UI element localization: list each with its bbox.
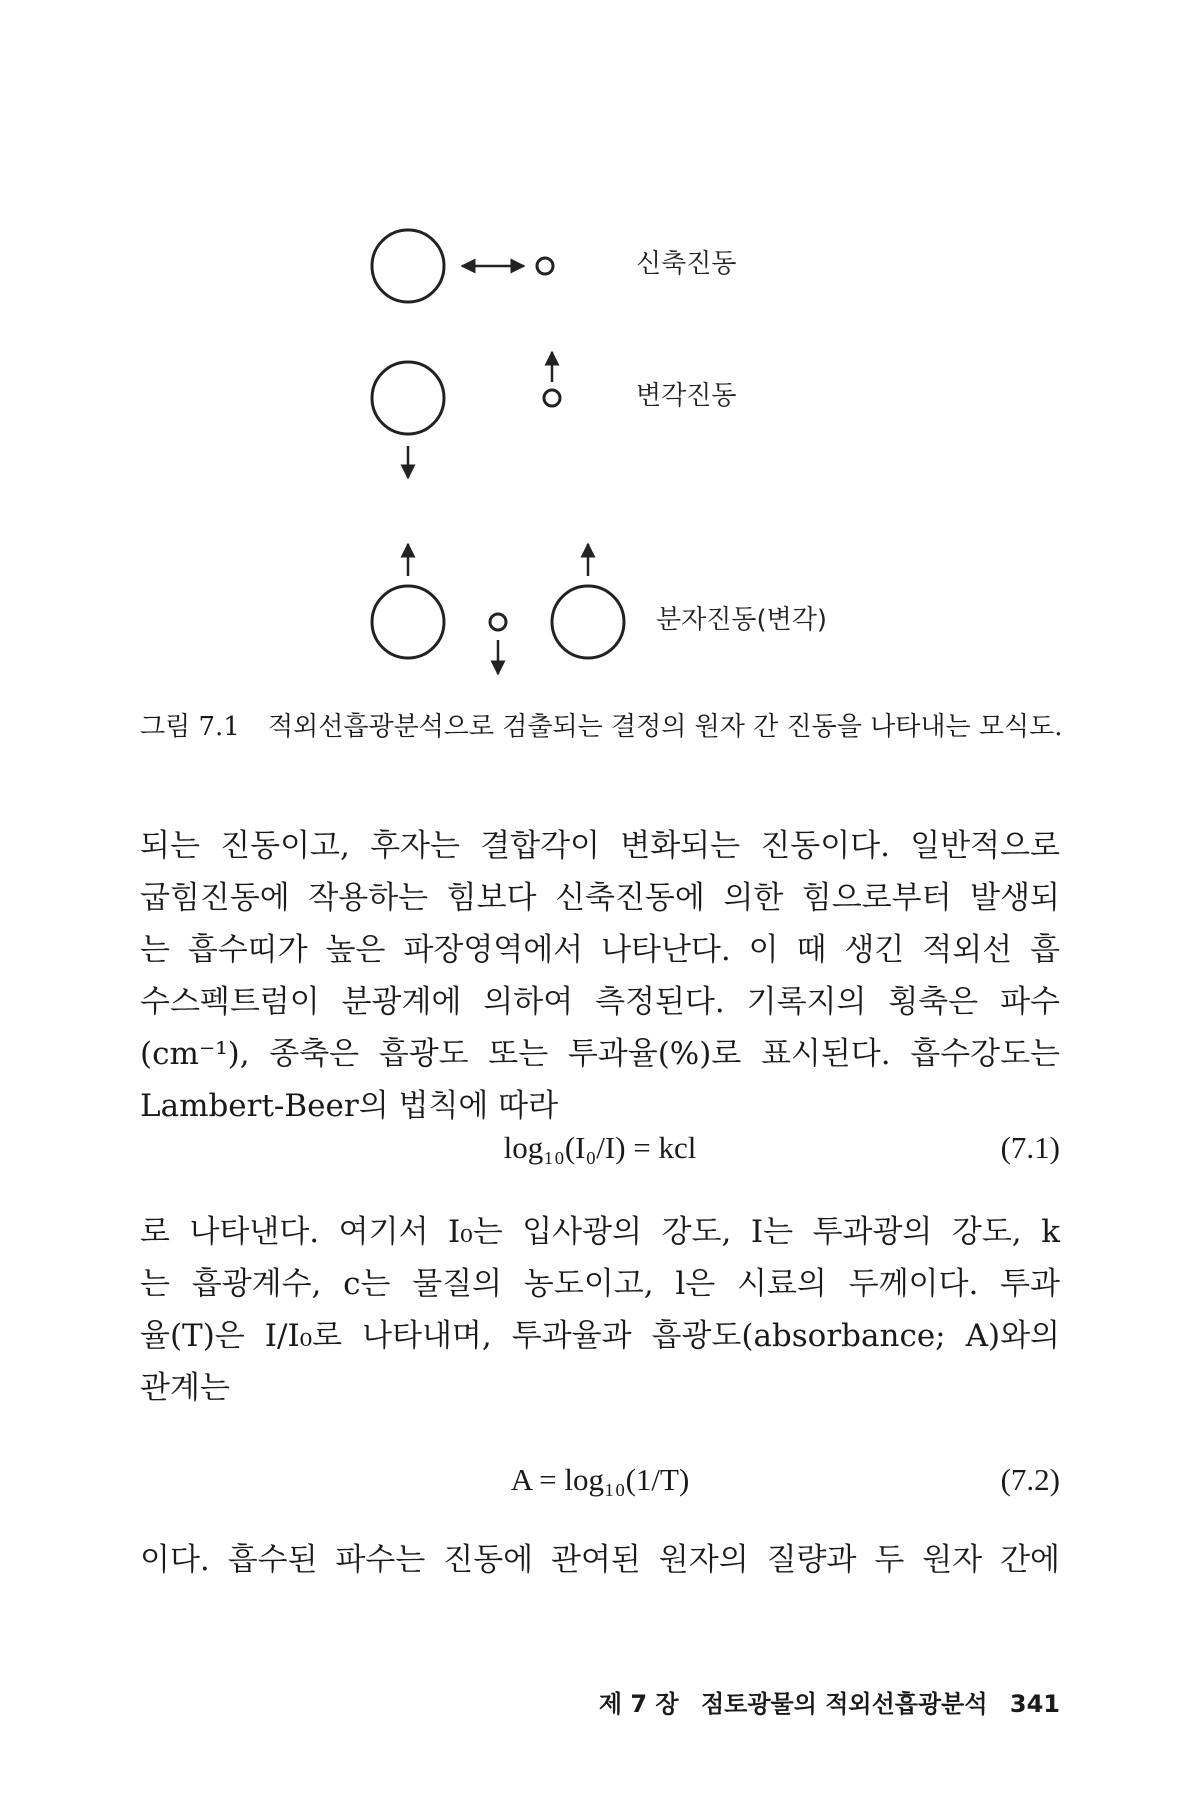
equation-7-1 [140,1122,1060,1174]
equation-expression: log₁₀(I₀/I) = kcl [503,1130,697,1165]
equation-7-2 [140,1454,1060,1506]
page-number: 341 [1009,1690,1060,1718]
text-line: 되는 진동이고, 후자는 결합각이 변화되는 진동이다. 일반적으로 [140,828,1060,864]
text-line: 율(T)은 I/I₀로 나타내며, 투과율과 흡광도(absorbance; A)와의 [140,1318,1060,1354]
large-atom-circle [372,230,444,302]
text-line: 이다. 흡수된 파수는 진동에 관여된 원자의 질량과 두 원자 간에 [140,1542,1060,1578]
equation-number: (7.1) [1000,1130,1060,1165]
text-line: 로 나타낸다. 여기서 I₀는 입사광의 강도, I는 투과광의 강도, k [140,1214,1060,1250]
chapter-number: 제 7 장 [598,1690,679,1718]
molecular-label: 분자진동(변각) [656,605,827,635]
large-atom-circle [372,586,444,658]
paragraph-2 [140,1206,1060,1414]
equation-expression: A = log₁₀(1/T) [510,1462,690,1497]
text-line: 관계는 [140,1370,230,1406]
vibration-diagram [0,0,1200,720]
paragraph-3 [140,1534,1060,1586]
text-line: 수스펙트럼이 분광계에 의하여 측정된다. 기록지의 횡축은 파수 [140,984,1060,1020]
caption-label: 그림 7.1 [140,712,240,742]
large-atom-circle [372,362,444,434]
small-atom-circle [537,258,553,274]
large-atom-circle [552,586,624,658]
paragraph-1 [140,820,1060,1132]
small-atom-circle [490,614,506,630]
text-line: (cm⁻¹), 종축은 흡광도 또는 투과율(%)로 표시된다. 흡수강도는 [140,1036,1060,1072]
text-line: 는 흡수띠가 높은 파장영역에서 나타난다. 이 때 생긴 적외선 흡 [140,932,1060,968]
text-line: 는 흡광계수, c는 물질의 농도이고, l은 시료의 두께이다. 투과 [140,1266,1060,1302]
small-atom-circle [544,390,560,406]
bending-label: 변각진동 [636,381,737,411]
text-line: 굽힘진동에 작용하는 힘보다 신축진동에 의한 힘으로부터 발생되 [140,880,1060,916]
text-line: Lambert-Beer의 법칙에 따라 [140,1088,559,1124]
chapter-title: 점토광물의 적외선흡광분석 [700,1690,988,1718]
page-footer [140,1684,1060,1719]
caption-text: 적외선흡광분석으로 검출되는 결정의 원자 간 진동을 나타내는 모식도. [268,712,1063,742]
equation-number: (7.2) [1000,1462,1060,1497]
stretching-label: 신축진동 [636,249,737,279]
